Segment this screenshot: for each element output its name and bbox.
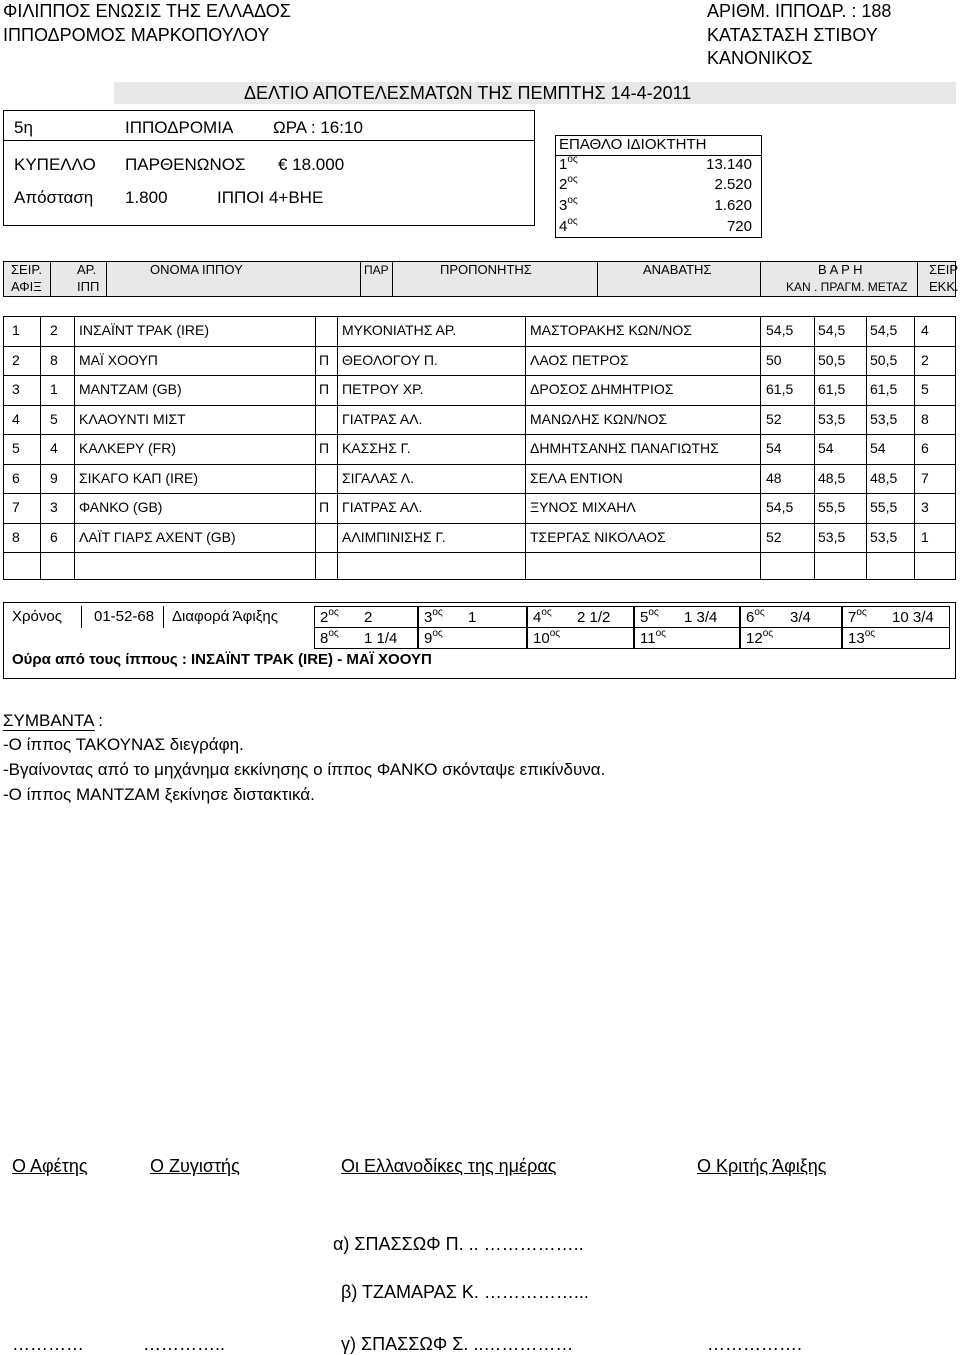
cell-par: Π	[319, 381, 330, 397]
prize-position: $1^{o\varsigma}$	[559, 154, 578, 173]
cell-kan: 54,5	[766, 499, 794, 515]
weigher-label: Ο Ζυγιστής	[150, 1156, 240, 1176]
col-weights-sub: ΚΑΝ . ΠΡΑΓΜ. ΜΕΤΑΖ	[786, 280, 908, 294]
cell-name: ΜΑΝΤΖΑΜ (GB)	[79, 381, 182, 397]
diff-label: Διαφορά Άφιξης	[172, 608, 278, 625]
cell-pragm: 50,5	[818, 352, 846, 368]
diff-value: 10 3/4	[892, 609, 934, 626]
steward-c: γ) ΣΠΑΣΣΩΦ Σ. ..……………	[341, 1334, 574, 1354]
cell-pos: 6	[12, 470, 20, 486]
diff-position: $2^{o\varsigma}$	[320, 607, 339, 626]
col-seir-ekk-2: ΕΚΚ.	[929, 279, 959, 294]
cell-kan: 52	[766, 529, 782, 545]
cell-pos: 3	[12, 381, 20, 397]
cell-pragm: 61,5	[818, 381, 846, 397]
starter-label: Ο Αφέτης	[12, 1156, 88, 1176]
cell-pos: 2	[12, 352, 20, 368]
diff-position: $8^{o\varsigma}$	[320, 628, 339, 647]
prize-amount: 1.620	[714, 197, 752, 214]
track-name: ΙΠΠΟΔΡΟΜΟΣ ΜΑΡΚΟΠΟΥΛΟΥ	[3, 25, 270, 45]
cell-name: ΣΙΚΑΓΟ ΚΑΠ (IRE)	[79, 470, 199, 486]
col-par: ΠΑΡ	[364, 263, 389, 277]
cell-kan: 48	[766, 470, 782, 486]
cell-ekk: 2	[921, 352, 929, 368]
cell-no: 4	[50, 440, 58, 456]
cell-jockey: ΣΕΛΑ ΕΝΤΙΟΝ	[530, 470, 623, 486]
col-seir-afix-1: ΣΕΙΡ.	[11, 262, 42, 277]
col-jockey: ΑΝΑΒΑΤΗΣ	[643, 262, 712, 277]
bulletin-title: ΔΕΛΤΙΟ ΑΠΟΤΕΛΕΣΜΑΤΩΝ ΤΗΣ ΠΕΜΠΤΗΣ 14-4-2011	[244, 83, 692, 103]
time-label: Χρόνος	[12, 608, 62, 625]
cell-kan: 54	[766, 440, 782, 456]
cell-pos: 8	[12, 529, 20, 545]
col-seir-ekk-1: ΣΕΙΡ	[929, 262, 958, 277]
cell-par: Π	[319, 440, 330, 456]
cell-no: 3	[50, 499, 58, 515]
starter-dots: …………	[12, 1334, 84, 1354]
cell-metaz: 54,5	[870, 322, 898, 338]
cell-no: 8	[50, 352, 58, 368]
cell-jockey: ΞΥΝΟΣ ΜΙΧΑΗΛ	[530, 499, 636, 515]
judge-label: Ο Κριτής Άφιξης	[697, 1156, 827, 1176]
cell-name: ΙΝΣΑΪΝΤ ΤΡΑΚ (IRE)	[79, 322, 210, 338]
cell-kan: 61,5	[766, 381, 794, 397]
cell-jockey: ΜΑΝΩΛΗΣ ΚΩΝ/ΝΟΣ	[530, 411, 668, 427]
col-name: ΟΝΟΜΑ ΙΠΠΟΥ	[150, 262, 243, 277]
cell-jockey: ΔΡΟΣΟΣ ΔΗΜΗΤΡΙΟΣ	[530, 381, 674, 397]
cell-pragm: 55,5	[818, 499, 846, 515]
race-time: ΩΡΑ : 16:10	[273, 118, 363, 137]
diff-position: $11^{o\varsigma}$	[640, 628, 666, 647]
diff-position: $3^{o\varsigma}$	[424, 607, 443, 626]
diff-value: 2	[364, 609, 373, 626]
race-number: 5η	[14, 118, 33, 137]
cell-pos: 7	[12, 499, 20, 515]
time-value: 01-52-68	[94, 608, 155, 625]
cell-metaz: 55,5	[870, 499, 898, 515]
diff-position: $5^{o\varsigma}$	[640, 607, 659, 626]
steward-b: β) ΤΖΑΜΑΡΑΣ Κ. ……………...	[341, 1282, 589, 1302]
cell-metaz: 61,5	[870, 381, 898, 397]
cell-pragm: 53,5	[818, 529, 846, 545]
cell-ekk: 7	[921, 470, 929, 486]
cell-no: 5	[50, 411, 58, 427]
cup-label: ΚΥΠΕΛΛΟ	[14, 155, 96, 174]
diff-position: $6^{o\varsigma}$	[746, 607, 765, 626]
cell-no: 2	[50, 322, 58, 338]
col-ar-1: ΑΡ.	[77, 262, 97, 277]
cell-name: ΚΑΛΚΕΡΥ (FR)	[79, 440, 177, 456]
tail-label: Ούρα από τους ίππους : ΙΝΣΑΪΝΤ ΤΡΑΚ (IRE) - ΜΑΪ ΧΟΟΥΠ	[12, 651, 432, 668]
col-ar-2: ΙΠΠ	[77, 279, 100, 294]
cell-pragm: 54,5	[818, 322, 846, 338]
weigher-dots: …………..	[143, 1334, 226, 1354]
cell-metaz: 53,5	[870, 529, 898, 545]
incident-line: -Ο ίππος ΜΑΝΤΖΑΜ ξεκίνησε διστακτικά.	[3, 785, 315, 804]
prize-position: $4^{o\varsigma}$	[559, 216, 578, 235]
diff-value: 3/4	[790, 609, 811, 626]
cell-metaz: 48,5	[870, 470, 898, 486]
cell-trainer: ΘΕΟΛΟΓΟΥ Π.	[342, 352, 438, 368]
cell-no: 9	[50, 470, 58, 486]
cell-ekk: 8	[921, 411, 929, 427]
diff-position: $9^{o\varsigma}$	[424, 628, 443, 647]
cell-trainer: ΓΙΑΤΡΑΣ ΑΛ.	[342, 499, 423, 515]
cell-ekk: 1	[921, 529, 929, 545]
diff-position: $7^{o\varsigma}$	[848, 607, 867, 626]
cell-metaz: 50,5	[870, 352, 898, 368]
steward-a: α) ΣΠΑΣΣΩΦ Π. .. ……………..	[333, 1234, 584, 1254]
race-word: ΙΠΠΟΔΡΟΜΙΑ	[125, 118, 234, 137]
diff-value: 1 1/4	[364, 630, 398, 647]
meeting-number: ΑΡΙΘΜ. ΙΠΠΟΔΡ. : 188	[707, 1, 892, 21]
cell-ekk: 6	[921, 440, 929, 456]
cup-name: ΠΑΡΘΕΝΩΝΟΣ	[125, 155, 246, 174]
cell-jockey: ΔΗΜΗΤΣΑΝΗΣ ΠΑΝΑΓΙΩΤΗΣ	[530, 440, 719, 456]
cell-trainer: ΓΙΑΤΡΑΣ ΑΛ.	[342, 411, 423, 427]
diff-value: 1	[468, 609, 477, 626]
cell-pragm: 48,5	[818, 470, 846, 486]
horses-class: ΙΠΠΟΙ 4+ΒΗΕ	[217, 188, 324, 207]
cell-metaz: 53,5	[870, 411, 898, 427]
diff-position: $4^{o\varsigma}$	[533, 607, 552, 626]
prize-amount: 2.520	[714, 176, 752, 193]
cell-ekk: 4	[921, 322, 929, 338]
cell-par: Π	[319, 499, 330, 515]
diff-position: $13^{o\varsigma}$	[848, 628, 876, 647]
judge-dots: …………….	[707, 1334, 803, 1354]
diff-value: 1 3/4	[684, 609, 718, 626]
cell-pragm: 53,5	[818, 411, 846, 427]
incidents-title: ΣΥΜΒΑΝΤΑ :	[3, 711, 103, 730]
cell-kan: 50	[766, 352, 782, 368]
cell-pos: 5	[12, 440, 20, 456]
cell-par: Π	[319, 352, 330, 368]
diff-value: 2 1/2	[577, 609, 611, 626]
diff-position: $10^{o\varsigma}$	[533, 628, 561, 647]
distance-label: Απόσταση	[14, 188, 94, 207]
cell-no: 6	[50, 529, 58, 545]
going-value: ΚΑΝΟΝΙΚΟΣ	[707, 48, 813, 68]
cell-trainer: ΚΑΣΣΗΣ Γ.	[342, 440, 411, 456]
col-trainer: ΠΡΟΠΟΝΗΤΗΣ	[440, 262, 532, 277]
cell-jockey: ΤΣΕΡΓΑΣ ΝΙΚΟΛΑΟΣ	[530, 529, 666, 545]
prize-position: $3^{o\varsigma}$	[559, 195, 578, 214]
cell-metaz: 54	[870, 440, 886, 456]
incident-line: -Ο ίππος ΤΑΚΟΥΝΑΣ διεγράφη.	[3, 735, 244, 754]
cell-trainer: ΠΕΤΡΟΥ ΧΡ.	[342, 381, 424, 397]
cell-ekk: 5	[921, 381, 929, 397]
diff-position: $12^{o\varsigma}$	[746, 628, 774, 647]
prize-amount: 13.140	[706, 156, 752, 173]
col-weights: Β Α Ρ Η	[818, 262, 863, 277]
prize-amount: 720	[726, 218, 752, 235]
cell-name: ΜΑΪ ΧΟΟΥΠ	[79, 352, 158, 368]
cell-kan: 52	[766, 411, 782, 427]
cell-pos: 1	[12, 322, 20, 338]
cell-no: 1	[50, 381, 58, 397]
stewards-label: Οι Ελλανοδίκες της ημέρας	[341, 1156, 557, 1176]
cell-jockey: ΛΑΟΣ ΠΕΤΡΟΣ	[530, 352, 629, 368]
cell-kan: 54,5	[766, 322, 794, 338]
cell-pragm: 54	[818, 440, 834, 456]
cell-ekk: 3	[921, 499, 929, 515]
cell-trainer: ΜΥΚΟΝΙΑΤΗΣ ΑΡ.	[342, 322, 457, 338]
cell-jockey: ΜΑΣΤΟΡΑΚΗΣ ΚΩΝ/ΝΟΣ	[530, 322, 692, 338]
col-seir-afix-2: ΑΦΙΞ	[11, 279, 42, 294]
owner-prize-title: ΕΠΑΘΛΟ ΙΔΙΟΚΤΗΤΗ	[559, 136, 707, 153]
cell-name: ΛΑΪΤ ΓΙΑΡΣ ΑΧΕΝΤ (GB)	[79, 529, 236, 545]
cell-pos: 4	[12, 411, 20, 427]
cell-name: ΚΛΑΟΥΝΤΙ ΜΙΣΤ	[79, 411, 186, 427]
cell-trainer: ΣΙΓΑΛΑΣ Λ.	[342, 470, 415, 486]
prize-position: $2^{o\varsigma}$	[559, 174, 578, 193]
incident-line: -Βγαίνοντας από το μηχάνημα εκκίνησης ο ίππος ΦΑΝΚΟ σκόνταψε επικίνδυνα.	[3, 760, 606, 779]
cell-name: ΦΑΝΚΟ (GB)	[79, 499, 163, 515]
purse: € 18.000	[278, 155, 345, 174]
org-name: ΦΙΛΙΠΠΟΣ ΕΝΩΣΙΣ ΤΗΣ ΕΛΛΑΔΟΣ	[3, 1, 291, 21]
going-label: ΚΑΤΑΣΤΑΣΗ ΣΤΙΒΟΥ	[707, 25, 878, 45]
cell-trainer: ΑΛΙΜΠΙΝΙΣΗΣ Γ.	[342, 529, 446, 545]
distance-value: 1.800	[125, 188, 168, 207]
